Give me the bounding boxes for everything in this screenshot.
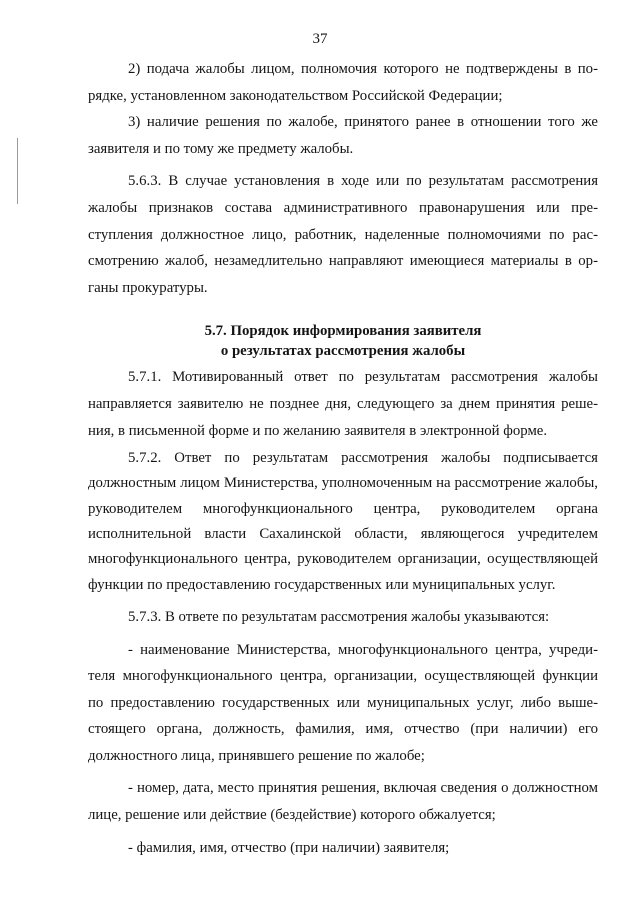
- list-item-name-of-body: - наименование Министерства, многофункционального центра, учредителя многофункционального центра, организации, осуществляющей функции по предоставлению государственных или муниципальных услуг, либо вышестоящего органа, должность, фамилия, имя, отчество (при наличии) его должностного лица, принявшего решение по жалобе;: [88, 641, 598, 764]
- scan-edge-mark: [17, 138, 18, 204]
- paragraph-5-7-3: 5.7.3. В ответе по результатам рассмотрения жалобы указываются:: [128, 608, 550, 625]
- section-heading-line-2: о результатах рассмотрения жалобы: [220, 343, 466, 360]
- paragraph-5-6-3: 5.6.3. В случае установления в ходе или по результатам рассмотрения жалобы признаков состава административного правонарушения или преступления должностное лицо, работник, наделенные полномочиями по рассмотрению жалоб, незамедлительно направляют имеющиеся материалы в органы прокуратуры.: [88, 173, 598, 296]
- list-item-decision-number: - номер, дата, место принятия решения, включая сведения о должностном лице, решение или действие (бездействие) которого обжалуется;: [88, 780, 598, 824]
- section-heading-5-7: [88, 321, 598, 361]
- paragraph-5-7-1: 5.7.1. Мотивированный ответ по результатам рассмотрения жалобы направляется заявителю не позднее дня, следующего за днем принятия решения, в письменной форме и по желанию заявителя в электронной форме.: [88, 369, 598, 439]
- document-body: [88, 56, 598, 861]
- paragraph-5-7-2: 5.7.2. Ответ по результатам рассмотрения жалобы подписывается должностным лицом Министерства, уполномоченным на рассмотрение жалобы, руководителем многофункционального центра, руководителем органа исполнительной власти Сахалинской области, являющегося учредителем многофункционального центра, руководителем организации, осуществляющей функции по предоставлению государственных или муниципальных услуг.: [88, 450, 598, 593]
- list-item-applicant-name: - фамилия, имя, отчество (при наличии) заявителя;: [128, 839, 450, 856]
- paragraph-item-2: 2) подача жалобы лицом, полномочия которого не подтверждены в порядке, установленном законодательством Российской Федерации;: [88, 61, 598, 104]
- section-heading-line-1: 5.7. Порядок информирования заявителя: [204, 323, 482, 340]
- paragraph-item-3: 3) наличие решения по жалобе, принятого ранее в отношении того же заявителя и по тому же предмету жалобы.: [88, 114, 598, 157]
- page-number: 37: [312, 31, 328, 47]
